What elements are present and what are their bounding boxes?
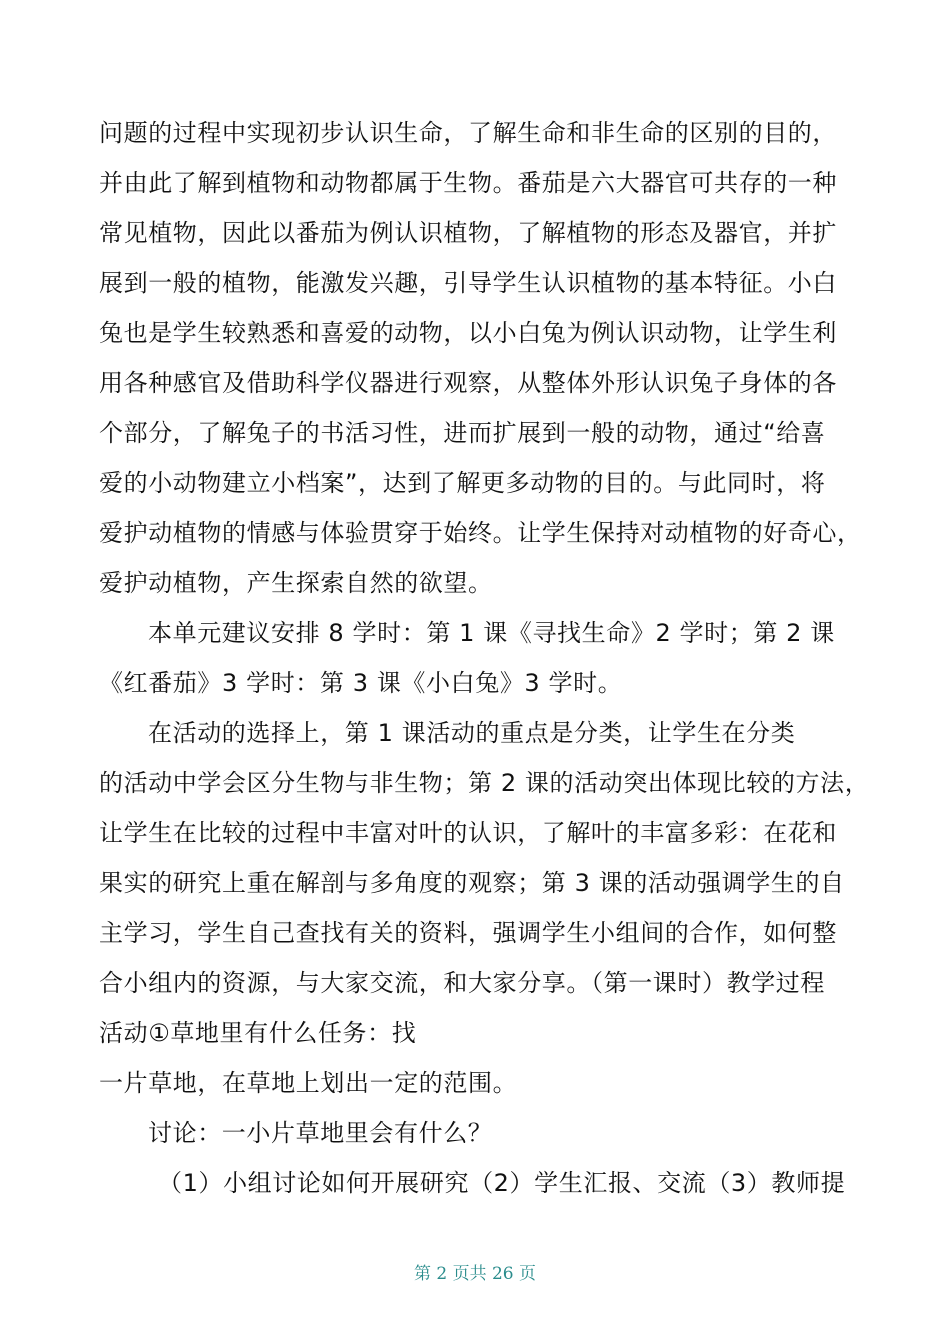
paragraph-line: 常见植物，因此以番茄为例认识植物，了解植物的形态及器官，并扩 bbox=[99, 219, 837, 247]
paragraph-line: 本单元建议安排 8 学时：第 1 课《寻找生命》2 学时；第 2 课 bbox=[148, 619, 835, 647]
paragraph-line: 的活动中学会区分生物与非生物；第 2 课的活动突出体现比较的方法， bbox=[99, 769, 870, 797]
paragraph-line: 在活动的选择上，第 1 课活动的重点是分类，让学生在分类 bbox=[148, 719, 796, 747]
paragraph-line: 展到一般的植物，能激发兴趣，引导学生认识植物的基本特征。小白 bbox=[99, 269, 837, 297]
paragraph-line: 问题的过程中实现初步认识生命，了解生命和非生命的区别的目的， bbox=[99, 119, 837, 147]
paragraph-line: 一片草地，在草地上划出一定的范围。 bbox=[99, 1069, 518, 1097]
paragraph-line: 让学生在比较的过程中丰富对叶的认识，了解叶的丰富多彩：在花和 bbox=[99, 819, 837, 847]
paragraph-line: 爱的小动物建立小档案”，达到了解更多动物的目的。与此同时，将 bbox=[99, 469, 826, 497]
paragraph-line: 爱护动植物的情感与体验贯穿于始终。让学生保持对动植物的好奇心， bbox=[99, 519, 862, 547]
paragraph-line: 果实的研究上重在解剖与多角度的观察；第 3 课的活动强调学生的自 bbox=[99, 869, 845, 897]
paragraph-line: 合小组内的资源，与大家交流，和大家分享。（第一课时）教学过程 bbox=[99, 969, 825, 997]
paragraph-line: 活动①草地里有什么任务：找 bbox=[99, 1019, 417, 1047]
paragraph-line: 讨论：一小片草地里会有什么？ bbox=[148, 1119, 493, 1147]
paragraph-line: 用各种感官及借助科学仪器进行观察，从整体外形认识兔子身体的各 bbox=[99, 369, 837, 397]
paragraph-line: 并由此了解到植物和动物都属于生物。番茄是六大器官可共存的一种 bbox=[99, 169, 837, 197]
paragraph-line: 主学习，学生自己查找有关的资料，强调学生小组间的合作，如何整 bbox=[99, 919, 837, 947]
paragraph-line: 兔也是学生较熟悉和喜爱的动物，以小白兔为例认识动物，让学生利 bbox=[99, 319, 837, 347]
paragraph-line: 个部分，了解兔子的书活习性，进而扩展到一般的动物，通过“给喜 bbox=[99, 419, 826, 447]
paragraph-line: 爱护动植物，产生探索自然的欲望。 bbox=[99, 569, 493, 597]
page-number-footer: 第 2 页共 26 页 bbox=[413, 1264, 537, 1284]
paragraph-line: 《红番茄》3 学时：第 3 课《小白兔》3 学时。 bbox=[99, 669, 623, 697]
paragraph-line: （1）小组讨论如何开展研究（2）学生汇报、交流（3）教师提 bbox=[158, 1169, 846, 1197]
